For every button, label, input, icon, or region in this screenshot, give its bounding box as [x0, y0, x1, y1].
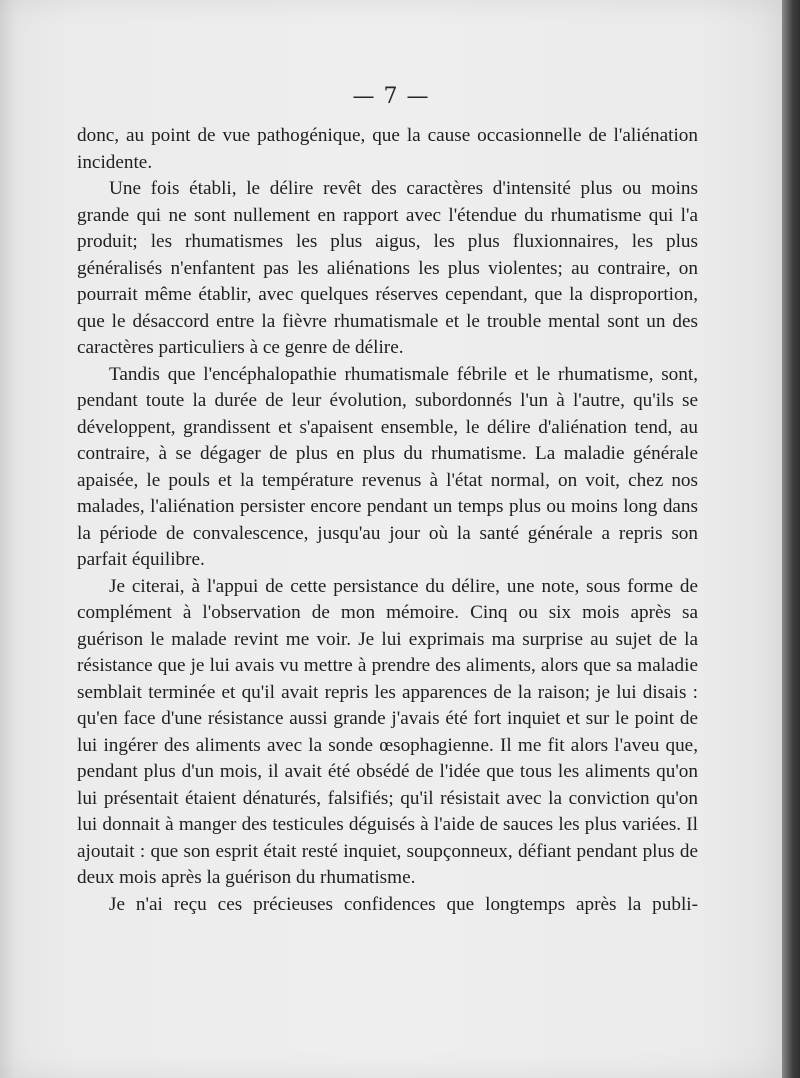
body-text: [77, 123, 698, 918]
paragraph-4: Je citerai, à l'appui de cette persistance du délire, une note, sous forme de complément à l'observation de mon mémoire. Cinq ou six mois après sa guérison le malade revint me voir. Je lui exprimais ma surprise au sujet de la résistance que je lui avais vu mettre à prendre des aliments, alors que sa maladie semblait terminée et qu'il avait repris les apparences de la raison; je lui disais : qu'en face d'une résistance aussi grande j'avais été fort inquiet et sur le point de lui ingérer des aliments avec la sonde œsophagienne. Il me fit alors l'aveu que, pendant plus d'un mois, il avait été obsédé de l'idée que tous les aliments qu'on lui présentait étaient dénaturés, falsifiés; qu'il résistait avec la conviction qu'on lui donnait à manger des testicules déguisés à l'aide de sauces les plus variées. Il ajoutait : que son esprit était resté inquiet, soupçonneux, défiant pendant plus de deux mois après la guérison du rhumatisme.: [77, 575, 698, 888]
paragraph-1: donc, au point de vue pathogénique, que la cause occasionnelle de l'aliénation incidente.: [77, 125, 698, 173]
paragraph-2: Une fois établi, le délire revêt des caractères d'intensité plus ou moins grande qui ne sont nullement en rapport avec l'étendue du rhumatisme qui l'a produit; les rhumatismes les plus aigus, les plus fluxionnaires, les plus généralisés n'enfantent pas les aliénations les plus violentes; au contraire, on pourrait même établir, avec quelques réserves cependant, que la disproportion, que le désaccord entre la fièvre rhumatismale et le trouble mental sont un des caractères particuliers à ce genre de délire.: [77, 178, 698, 358]
page-number-header: — 7 —: [352, 84, 430, 109]
page-edge-shadow: [782, 0, 800, 1078]
paragraph-5: Je n'ai reçu ces précieuses confidences que longtemps après la publi-: [109, 893, 698, 915]
paragraph-3: Tandis que l'encéphalopathie rhumatismale fébrile et le rhumatisme, sont, pendant toute la durée de leur évolution, subordonnés l'un à l'autre, qu'ils se développent, grandissent et s'apaisent ensemble, le délire d'aliénation tend, au contraire, à se dégager de plus en plus du rhumatisme. La maladie générale apaisée, le pouls et la température revenus à l'état normal, on voit, chez nos malades, l'aliénation persister encore pendant un temps plus ou moins long dans la période de convalescence, jusqu'au jour où la santé générale a repris son parfait équilibre.: [77, 363, 698, 570]
